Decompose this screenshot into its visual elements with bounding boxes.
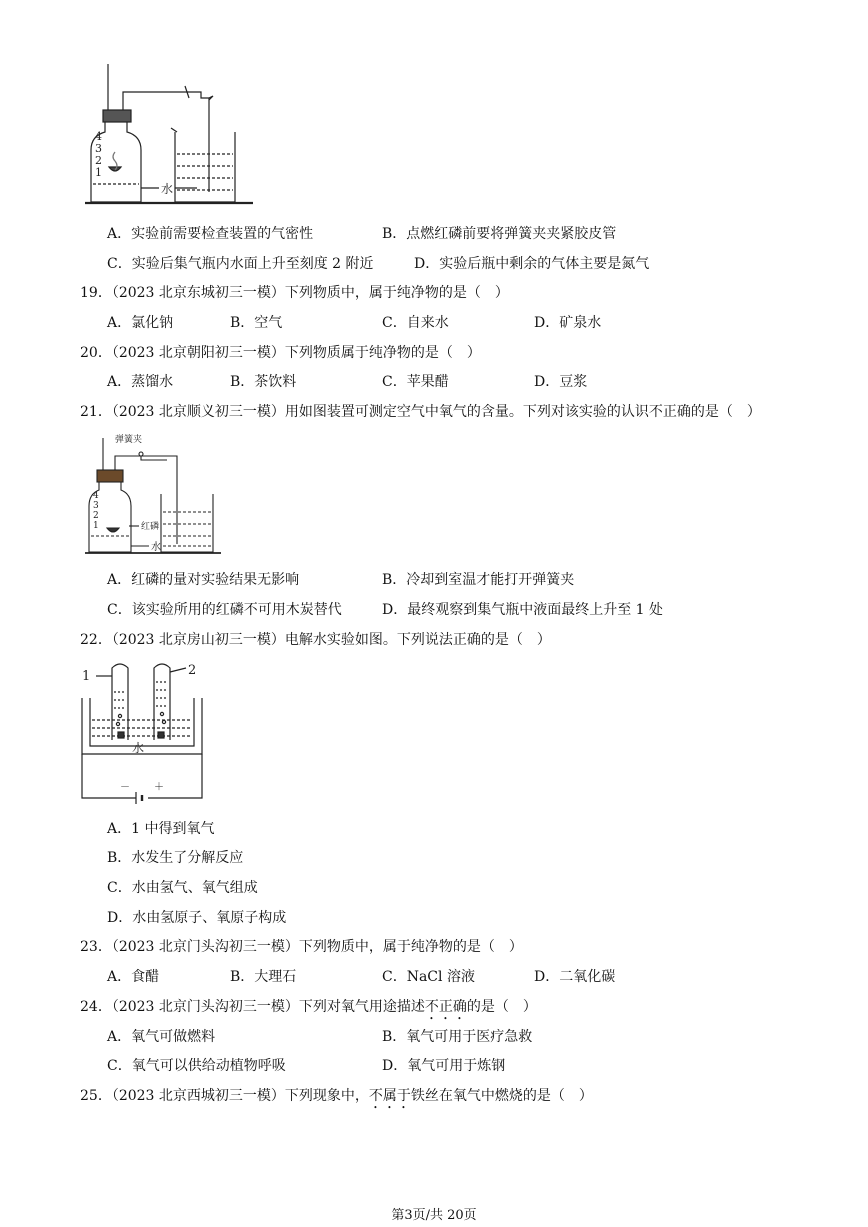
option-b: B．茶饮料 (230, 374, 297, 390)
question-24 (80, 997, 537, 1023)
option-a: A．氧气可做燃料 (107, 1029, 216, 1045)
option-c: C．实验后集气瓶内水面上升至刻度 2 附近 (107, 256, 374, 272)
positive-label: ＋ (154, 782, 164, 793)
scale-label: 2 (95, 154, 102, 167)
page-footer: 第3页/共 20页 (391, 1208, 477, 1223)
emphasis-text: 不正确 (424, 999, 467, 1015)
option-d: D．豆浆 (534, 374, 588, 390)
scale-label: 1 (93, 521, 99, 531)
option-c: C．NaCl 溶液 (382, 969, 475, 985)
scale-label: 3 (93, 501, 99, 511)
question-22: 22．（2023 北京房山初三一模）电解水实验如图。下列说法正确的是（ ） (80, 632, 551, 648)
emphasis-text: 不属于 (368, 1088, 411, 1104)
water-label: 水 (132, 741, 145, 755)
option-b: B．空气 (230, 315, 283, 331)
scale-label: 4 (95, 130, 102, 143)
option-a: A．氯化钠 (107, 315, 174, 331)
tube-1-label: 1 (82, 669, 91, 684)
option-c: C．水由氢气、氧气组成 (107, 880, 258, 896)
question-25-stem-end: 铁丝在氧气中燃烧的是（ ） (410, 1088, 593, 1104)
water-label: 水 (161, 182, 174, 196)
option-d: D．实验后瓶中剩余的气体主要是氮气 (414, 256, 650, 272)
option-d: D．水由氢原子、氧原子构成 (107, 910, 287, 926)
question-23: 23．（2023 北京门头沟初三一模）下列物质中，属于纯净物的是（ ） (80, 939, 523, 955)
question-25 (80, 1086, 593, 1112)
tube-2-label: 2 (188, 663, 197, 678)
question-25-stem: 25．（2023 北京西城初三一模）下列现象中， (80, 1088, 369, 1104)
option-c: C．苹果醋 (382, 374, 449, 390)
question-24-stem: 24．（2023 北京门头沟初三一模）下列对氧气用途描述 (80, 999, 425, 1015)
option-c: C．该实验所用的红磷不可用木炭替代 (107, 602, 342, 618)
clip-label: 弹簧夹 (115, 435, 143, 445)
option-b: B．水发生了分解反应 (107, 850, 244, 866)
question-20: 20．（2023 北京朝阳初三一模）下列物质属于纯净物的是（ ） (80, 345, 481, 361)
negative-label: － (120, 782, 130, 793)
option-a: A．蒸馏水 (107, 374, 174, 390)
question-19: 19．（2023 北京东城初三一模）下列物质中，属于纯净物的是（ ） (80, 285, 509, 301)
option-d: D．二氧化碳 (534, 969, 616, 985)
water-label: 水 (151, 542, 161, 553)
option-a: A．食醋 (107, 969, 160, 985)
scale-label: 3 (95, 142, 102, 155)
option-c: C．自来水 (382, 315, 449, 331)
question-21: 21．（2023 北京顺义初三一模）用如图装置可测定空气中氧气的含量。下列对该实验的认识不正确的是（ ） (80, 404, 761, 420)
option-d: D．最终观察到集气瓶中液面最终上升至 1 处 (382, 602, 664, 618)
option-a: A．红磷的量对实验结果无影响 (107, 572, 300, 588)
option-d: D．氧气可用于炼钢 (382, 1058, 506, 1074)
option-a: A．实验前需要检查装置的气密性 (107, 226, 314, 242)
electrolysis-figure-q22 (78, 658, 210, 804)
option-b: B．点燃红磷前要将弹簧夹夹紧胶皮管 (382, 226, 617, 242)
option-b: B．冷却到室温才能打开弹簧夹 (382, 572, 575, 588)
option-b: B．氧气可用于医疗急救 (382, 1029, 533, 1045)
option-a: A．1 中得到氧气 (107, 821, 215, 837)
scale-label: 2 (93, 511, 99, 521)
scale-label: 4 (93, 491, 99, 501)
scale-label: 1 (95, 166, 102, 179)
question-24-stem-end: 的是（ ） (466, 999, 537, 1015)
option-b: B．大理石 (230, 969, 297, 985)
apparatus-figure-q21 (85, 432, 225, 556)
option-d: D．矿泉水 (534, 315, 602, 331)
apparatus-figure-q18 (85, 62, 275, 210)
option-c: C．氧气可以供给动植物呼吸 (107, 1058, 286, 1074)
phosphorus-label: 红磷 (141, 522, 160, 532)
